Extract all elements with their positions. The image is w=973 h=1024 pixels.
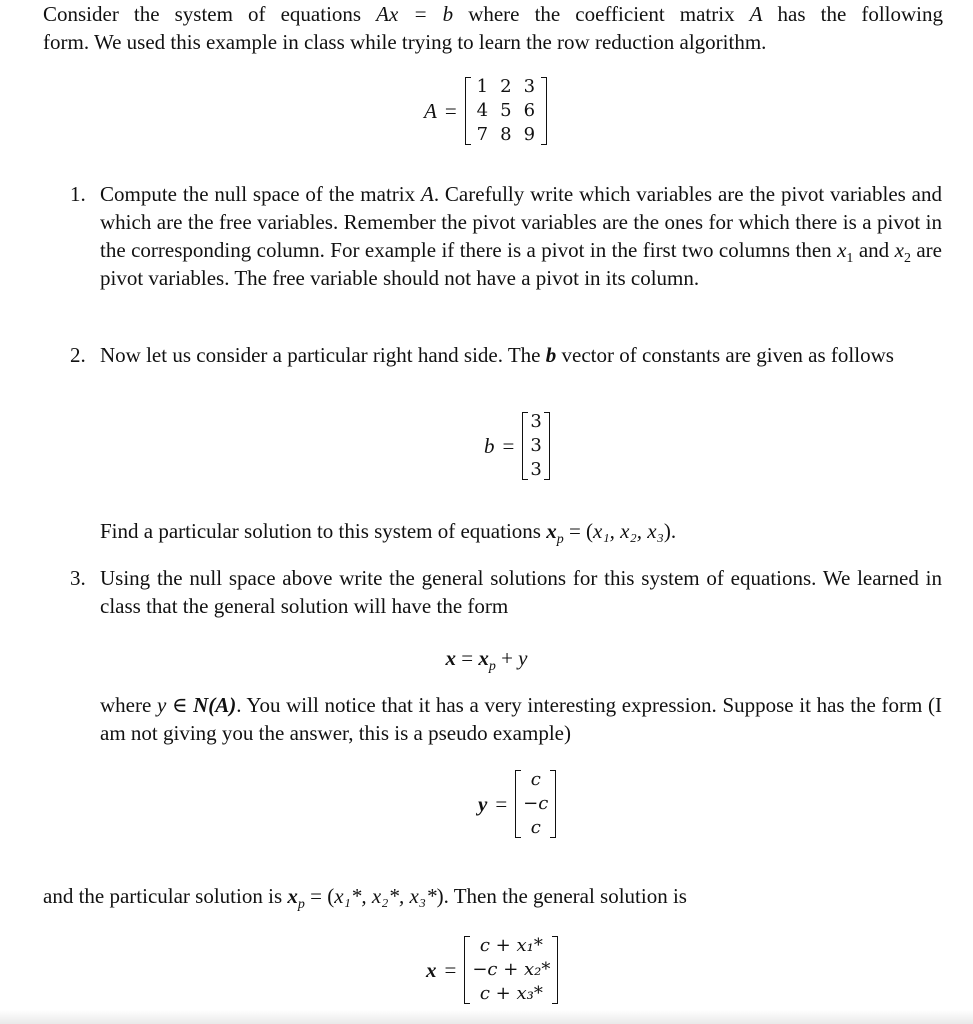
vector-x-equation: x = c + x₁* −c + x₂* c + x₃* xyxy=(426,934,558,1006)
intro-line-2: form. We used this example in class while trying to learn the row reduction algorithm. xyxy=(43,30,767,54)
matrix-a-cell: 9 xyxy=(523,124,536,145)
item-3-number: 3. xyxy=(70,566,86,590)
item-3-text: Using the null space above write the general solutions for this system of equations. We learned in class that the general solution will have the form xyxy=(100,566,942,618)
vector-y-entry: c xyxy=(530,769,541,790)
matrix-a-cell: 4 xyxy=(476,100,489,121)
matrix-a xyxy=(465,75,547,147)
item-1-number: 1. xyxy=(70,182,86,206)
vector-b-entry: 3 xyxy=(530,411,542,432)
matrix-a-label: A xyxy=(424,99,437,123)
general-solution-display: $x = x_p + y$ xyxy=(445,646,528,675)
vector-y-label: y xyxy=(478,792,488,816)
vector-b-entry: 3 xyxy=(530,459,542,480)
vector-x-entry: −c + x₂* xyxy=(472,959,551,980)
matrix-a-cell: 7 xyxy=(476,124,489,145)
item-3-where-text: where y ∈ N(A). You will notice that it has a very interesting expression. Suppose it has the form (I am not giving you the answer, this is a pseudo example) xyxy=(100,693,942,745)
vector-b xyxy=(522,410,549,482)
vector-x xyxy=(464,934,558,1006)
vector-y-entry: c xyxy=(530,817,541,838)
matrix-a-cell: 3 xyxy=(523,76,536,97)
matrix-a-cell: 2 xyxy=(500,76,512,97)
vector-y-entry: −c xyxy=(523,793,549,814)
item-2-text: Now let us consider a particular right hand side. The b vector of constants are given as follows xyxy=(100,343,894,367)
item-2-number: 2. xyxy=(70,343,86,367)
item-2-find-text: Find a particular solution to this system of equations $x_p = (x_1$, x₂, x₃). xyxy=(100,519,677,548)
intro-line-1: Consider the system of equations Ax = b where the coefficient matrix A has the following xyxy=(43,2,944,26)
vector-b-entry: 3 xyxy=(530,435,542,456)
vector-y-equation: y = c −c c xyxy=(478,768,556,840)
closing-text: and the particular solution is $x_p = (x_1*$, x₂*, x₃*). Then the general solution is xyxy=(43,884,687,913)
matrix-a-cell: 1 xyxy=(476,76,489,97)
matrix-a-cell: 8 xyxy=(500,124,512,145)
matrix-a-cell: 6 xyxy=(523,100,536,121)
matrix-a-cell: 5 xyxy=(500,100,512,121)
intro-equation: Ax = b xyxy=(376,2,454,26)
vector-b-label: b xyxy=(484,434,495,458)
matrix-a-equation: A = 1 2 3 4 5 6 7 8 9 xyxy=(424,75,547,147)
vector-x-entry: c + x₁* xyxy=(479,935,543,956)
page-bottom-shadow xyxy=(0,1010,973,1024)
vector-x-entry: c + x₃* xyxy=(479,983,543,1004)
vector-x-label: x xyxy=(426,958,437,982)
item-1-text: Compute the null space of the matrix A. Carefully write which variables are the pivot variables and which are the free variables. Remember the pivot variables are the ones for which there is a pivot in the corresponding column. For example if there is a pivot in the first two columns then $x_1$ and $x_2$ are pivot variables. The free variable should not have a pivot in its column. xyxy=(100,182,942,290)
vector-y xyxy=(515,768,556,840)
vector-b-equation: b = 3 3 3 xyxy=(484,410,550,482)
